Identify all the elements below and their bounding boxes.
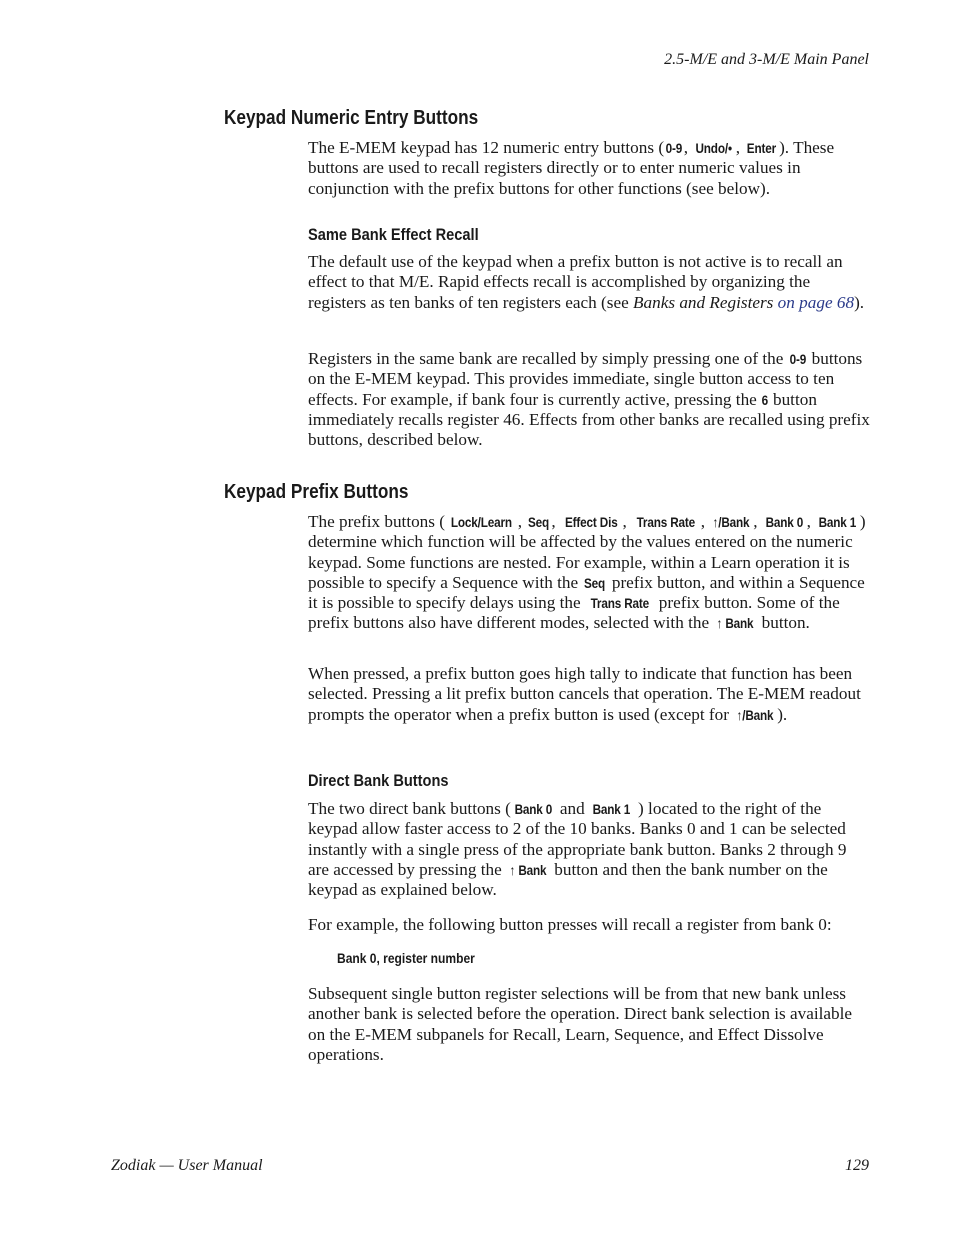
paragraph-subsequent-selections: Subsequent single button register selections will be from that new bank unless another bank is selected before the operation. Direct bank selection is available on the E-MEM subpanels for Recall, Learn, Sequence, and Effect Dissolve operations.: [308, 984, 853, 1064]
paragraph-registers-same-bank: Registers in the same bank are recalled by simply pressing one of the 0-9 buttons on the E-MEM keypad. This provides immediate, single button access to ten effects. For example, if bank four is currently active, pressing the 6 button immediately recalls register 46. Effects from other banks are recalled using prefix buttons, described below.: [308, 349, 870, 450]
paragraph-default-use: The default use of the keypad when a prefix button is not active is to recall an effect to that M/E. Rapid effects recall is accomplished by organizing the registers as ten banks of ten registers each (see Banks and Registers on page 68).: [308, 252, 865, 312]
button-sequence-example: Bank 0, register number: [337, 950, 475, 966]
button-name-6: 6: [761, 391, 769, 408]
button-name-trans-rate: Trans Rate: [590, 595, 649, 612]
paragraph-example: For example, the following button presses will recall a register from bank 0:: [308, 915, 832, 934]
button-name-undo: Undo/•: [695, 140, 733, 156]
section-heading-keypad-prefix: Keypad Prefix Buttons: [224, 481, 409, 503]
button-name-0-9: 0-9: [789, 351, 806, 367]
button-name-0-9: 0-9: [665, 140, 683, 156]
button-name-up-bank: ↑/Bank: [736, 706, 774, 723]
button-name-up-bank: ↑ Bank: [509, 861, 547, 878]
page-number: 129: [845, 1157, 869, 1174]
cross-reference-title: Banks and Registers: [633, 292, 774, 312]
button-name-up-bank: ↑ Bank: [716, 615, 754, 632]
footer-manual-title: Zodiak — User Manual: [111, 1157, 263, 1174]
button-name-bank-1: Bank 1: [818, 514, 857, 530]
button-name-seq: Seq: [584, 574, 606, 591]
paragraph-direct-bank: The two direct bank buttons ( Bank 0 and Bank 1 ) located to the right of the keypad allow faster access to 2 of the 10 banks. Banks 0 and 1 can be selected instantly with a single press of the appropriate bank button. Banks 2 through 9 are accessed by pressing the ↑ Bank button and then the bank number on the keypad as explained below.: [308, 799, 847, 900]
section-heading-keypad-numeric: Keypad Numeric Entry Buttons: [224, 107, 479, 129]
subheading-same-bank-effect-recall: Same Bank Effect Recall: [308, 225, 479, 244]
button-name-effect-dis: Effect Dis: [564, 514, 618, 530]
paragraph-prefix-tally: When pressed, a prefix button goes high tally to indicate that function has been selected. Pressing a lit prefix button cancels that operation. The E-MEM readout prompts the operator when a prefix button is used (except for ↑/Bank ).: [308, 664, 861, 724]
button-name-lock-learn: Lock/Learn: [450, 514, 512, 530]
button-name-bank-1: Bank 1: [592, 801, 631, 817]
button-name-bank-0: Bank 0: [514, 801, 553, 817]
page-link[interactable]: on page 68: [777, 292, 855, 312]
button-name-up-bank: ↑/Bank: [712, 514, 750, 530]
button-name-enter: Enter: [747, 140, 777, 156]
running-head: 2.5-M/E and 3-M/E Main Panel: [664, 51, 869, 68]
button-name-trans-rate: Trans Rate: [636, 514, 696, 530]
paragraph-prefix-buttons: The prefix buttons ( Lock/Learn , Seq , Effect Dis , Trans Rate , ↑/Bank , Bank 0 , Bank 1 ) determine which function will be affected by the values entered on the numeric keypad. Some functions are nested. For example, within a Learn operation it is possible to specify a Sequence with the Seq prefix button, and within a Sequence it is possible to specify delays using the Trans Rate prefix button. Some of the prefix buttons also have different modes, selected with the ↑ Bank button.: [308, 512, 866, 633]
subheading-direct-bank-buttons: Direct Bank Buttons: [308, 771, 449, 790]
button-name-seq: Seq: [528, 514, 550, 530]
paragraph-numeric-entry: The E-MEM keypad has 12 numeric entry buttons ( 0-9, Undo/• , Enter ). These buttons are used to recall registers directly or to enter numeric values in conjunction with the prefix buttons for other functions (see below).: [308, 138, 835, 198]
button-name-bank-0: Bank 0: [765, 514, 804, 530]
